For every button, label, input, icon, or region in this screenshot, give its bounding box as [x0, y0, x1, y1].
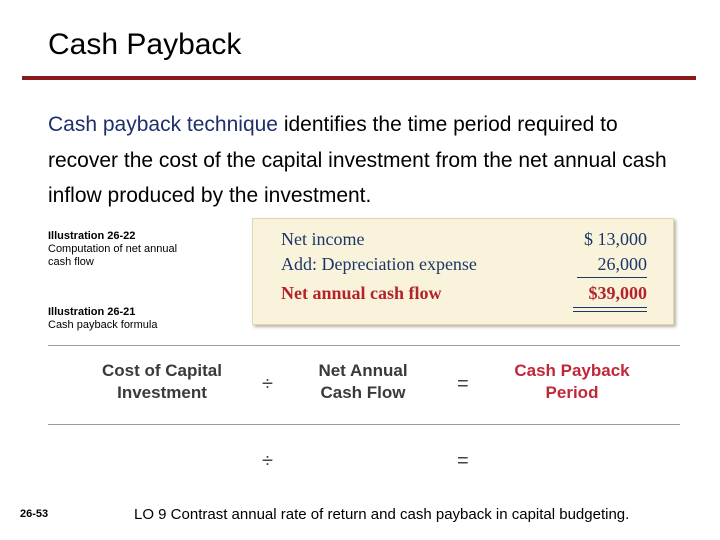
row-amount: $39,000 — [588, 283, 647, 303]
equals-operator: = — [457, 373, 469, 395]
net-cash-flow-table — [252, 218, 674, 325]
term-line: Cash Payback — [514, 361, 630, 380]
row-label: Net income — [281, 229, 365, 249]
row-amount: 26,000 — [597, 254, 647, 274]
row-amount: $ 13,000 — [584, 229, 647, 249]
intro-text: identifies the time period required to recover the cost of the capital investment from the net annual cash inflow produced by the investment. — [48, 113, 667, 207]
total-double-rule — [573, 307, 647, 308]
learning-objective: LO 9 Contrast annual rate of return and cash payback in capital budgeting. — [134, 506, 630, 523]
illustration-number: Illustration 26-22 — [48, 230, 136, 242]
table-row — [281, 229, 647, 255]
title-underline — [22, 76, 696, 80]
illustration-caption: Cash payback formula — [48, 319, 158, 331]
term-line: Cost of Capital — [102, 361, 222, 380]
row-label: Add: Depreciation expense — [281, 254, 477, 274]
slide-title: Cash Payback — [48, 28, 242, 61]
illustration-label-net-cash-flow — [48, 230, 198, 269]
formula-bottom-rule — [48, 424, 680, 425]
divide-operator: ÷ — [262, 373, 273, 395]
term-line: Cash Flow — [320, 383, 406, 402]
subtotal-rule — [577, 277, 647, 278]
term-line: Investment — [117, 383, 207, 402]
total-double-rule — [573, 311, 647, 312]
formula-top-rule — [48, 345, 680, 346]
row-label: Net annual cash flow — [281, 283, 442, 303]
equals-operator: = — [457, 450, 469, 472]
divide-operator: ÷ — [262, 450, 273, 472]
key-term: Cash payback technique — [48, 113, 278, 136]
intro-paragraph — [48, 107, 688, 214]
illustration-number: Illustration 26-21 — [48, 306, 136, 318]
table-row-total — [281, 283, 647, 309]
term-line: Period — [545, 383, 599, 402]
formula-term-cost-of-capital — [82, 360, 242, 404]
illustration-label-payback-formula — [48, 306, 157, 332]
formula-term-cash-payback-period — [492, 360, 652, 404]
formula-term-net-annual-cash-flow — [283, 360, 443, 404]
page-number: 26-53 — [20, 508, 49, 520]
term-line: Net Annual — [318, 361, 408, 380]
illustration-caption: Computation of net annual cash flow — [48, 243, 178, 268]
